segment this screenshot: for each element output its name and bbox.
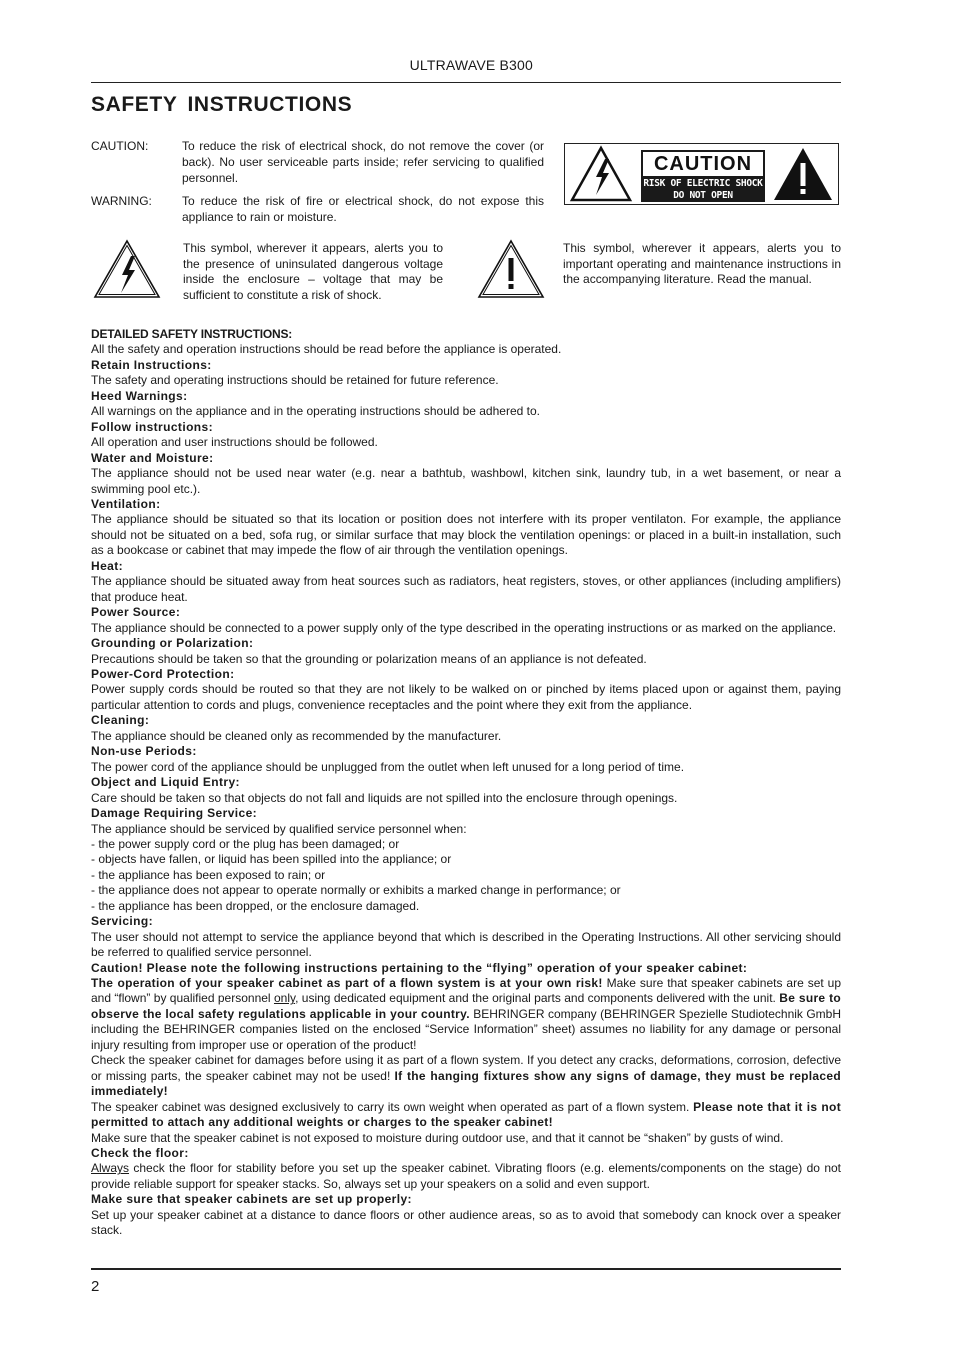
caution-label-panel [641, 150, 765, 202]
flying-paragraph-1 [91, 976, 841, 1053]
detailed-intro: All the safety and operation instructions should be read before the appliance is operated. [91, 342, 562, 357]
servicing-title: Servicing: [91, 914, 154, 929]
section-title: Ventilation: [91, 496, 161, 511]
section-title: Power-Cord Protection: [91, 666, 235, 681]
flying-paragraph-2 [91, 1053, 841, 1099]
floor-body: check the floor for stability before you set up the speaker cabinet. Vibrating floors (e.g. elements/components on the stage) do not provide reliable support for speaker stacks. So, always set up your speakers on a solid and even support. [91, 1161, 841, 1191]
caution-notice-text: To reduce the risk of electrical shock, do not remove the cover (or back). No user serviceable parts inside; refer servicing to qualified personnel. [182, 139, 544, 185]
caution-notice-label: CAUTION: [91, 139, 149, 153]
floor-text [91, 1161, 841, 1192]
flying-fixtures-bold: If the hanging fixtures show any signs of damage, they must be replaced immediately! [91, 1068, 841, 1099]
flying-weights-bold: Please note that it is not permitted to attach any additional weights or charges to the speaker cabinet! [91, 1099, 841, 1130]
flying-text: , using dedicated equipment and the original parts and components delivered with the unit. [295, 991, 780, 1006]
section-title: Object and Liquid Entry: [91, 775, 240, 790]
caution-label-graphic [564, 143, 839, 205]
section-title: Water and Moisture: [91, 450, 214, 465]
section-text: The appliance should be situated so that its location or position does not interfere with its proper ventilaton. For example, the appliance should not be situated on a bed, sofa rug, or similar surface that may block the ventilation openings: or placed in a built-in installation, such as a bookcase or cabinet that may impede the flow of air through the ventilation openings. [91, 512, 841, 558]
lightning-symbol-text: This symbol, wherever it appears, alerts you to the presence of uninsulated dangerous voltage inside the enclosure – voltage that may be sufficient to constitute a risk of shock. [183, 241, 443, 302]
exclamation-triangle-icon [771, 145, 835, 203]
section-text: Power supply cords should be routed so that they are not likely to be walked on or pinched by items placed upon or against them, paying particular attention to cords and plugs, convenience receptacles and the point where they exit from the appliance. [91, 682, 841, 712]
section-text: The appliance should not be used near water (e.g. near a bathtub, washbowl, kitchen sink, laundry tub, in a wet basement, or near a swimming pool etc.). [91, 466, 841, 496]
flying-paragraph-3 [91, 1100, 841, 1131]
damage-title: Damage Requiring Service: [91, 806, 258, 821]
page-number: 2 [91, 1278, 100, 1295]
flying-risk-bold: The operation of your speaker cabinet as part of a flown system is at your own risk! [91, 976, 603, 991]
section-text: Precautions should be taken so that the grounding or polarization means of an appliance is not defeated. [91, 651, 647, 666]
section-text: The appliance should be situated away from heat sources such as radiators, heat registers, stoves, or other appliances (including amplifiers) that produce heat. [91, 574, 841, 604]
caution-risk-line: RISK OF ELECTRIC SHOCK [643, 178, 763, 189]
detailed-instructions [91, 327, 841, 1239]
caution-word: CAUTION [643, 152, 763, 176]
floor-always-underline: Always [91, 1161, 130, 1176]
flying-regulations-bold: Be sure to observe the local safety regulations applicable in your country. [91, 991, 842, 1021]
flying-text: BEHRINGER company (BEHRINGER Spezielle Studiotechnik GmbH including the BEHRINGER companies listed on the enclosed “Service Information” sheet) assumes no liability for any damage or personal injury resulting from improper use or operation of the product! [91, 1006, 841, 1052]
damage-list-item: - objects have fallen, or liquid has been spilled into the appliance; or [91, 852, 452, 867]
section-title: Power Source: [91, 605, 181, 620]
section-title: Follow instructions: [91, 419, 213, 434]
flying-paragraph-4: Make sure that the speaker cabinet is not exposed to moisture during outdoor use, and that it cannot be “shaken” by gusts of wind. [91, 1130, 784, 1145]
exclamation-symbol-text: This symbol, wherever it appears, alerts you to important operating and maintenance instructions in the accompanying literature. Read the manual. [563, 241, 841, 286]
setup-text: Set up your speaker cabinet at a distance to dance floors or other audience areas, so as to avoid that somebody can knock over a speaker stack. [91, 1207, 841, 1238]
section-title: Heed Warnings: [91, 388, 188, 403]
flying-text: Make sure that speaker cabinets are set up and “flown” by qualified personnel [91, 976, 841, 1006]
section-title: Heat: [91, 558, 124, 573]
section-text: The power cord of the appliance should be unplugged from the outlet when left unused for a long period of time. [91, 759, 685, 774]
flying-text: Check the speaker cabinet for damages before using it as part of a flown system. If you detect any cracks, deformations, corrosion, defective or missing parts, the speaker cabinet may not be used! [91, 1053, 841, 1083]
caution-do-not-open-line: DO NOT OPEN [673, 190, 733, 201]
floor-title: Check the floor: [91, 1146, 189, 1161]
damage-list-item: - the appliance does not appear to operate normally or exhibits a marked change in performance; or [91, 883, 621, 898]
section-title: Grounding or Polarization: [91, 636, 254, 651]
section-text: The safety and operating instructions should be retained for future reference. [91, 373, 499, 388]
section-text: All operation and user instructions should be followed. [91, 435, 378, 450]
section-text: All warnings on the appliance and in the operating instructions should be adhered to. [91, 404, 540, 419]
section-text: The appliance should be connected to a power supply only of the type described in the operating instructions or as marked on the appliance. [91, 620, 837, 635]
warning-notice-text: To reduce the risk of fire or electrical shock, do not expose this appliance to rain or moisture. [182, 194, 544, 224]
damage-intro: The appliance should be serviced by qualified service personnel when: [91, 821, 467, 836]
footer-rule [91, 1268, 841, 1270]
section-title: Non-use Periods: [91, 744, 197, 759]
flying-text: The speaker cabinet was designed exclusively to carry its own weight when operated as part of a flown system. [91, 1099, 694, 1114]
section-title: Cleaning: [91, 713, 150, 728]
section-text: The appliance should be cleaned only as recommended by the manufacturer. [91, 728, 502, 743]
damage-list-item: - the appliance has been exposed to rain; or [91, 867, 326, 882]
flying-only-underline: only [273, 991, 296, 1006]
setup-title: Make sure that speaker cabinets are set up properly: [91, 1192, 412, 1207]
flying-heading: Caution! Please note the following instructions pertaining to the “flying” operation of your speaker cabinet: [91, 960, 748, 975]
section-title: Retain Instructions: [91, 357, 212, 372]
section-text: Care should be taken so that objects do not fall and liquids are not spilled into the enclosure through openings. [91, 790, 678, 805]
header-rule [91, 82, 841, 83]
damage-list-item: - the appliance has been dropped, or the enclosure damaged. [91, 898, 420, 913]
lightning-bolt-triangle-icon [569, 145, 633, 203]
damage-list-item: - the power supply cord or the plug has been damaged; or [91, 836, 400, 851]
lightning-symbol-icon [92, 238, 162, 300]
header-product-name: ULTRAWAVE B300 [409, 57, 533, 73]
page-title: SAFETY INSTRUCTIONS [91, 93, 353, 116]
servicing-text: The user should not attempt to service the appliance beyond that which is described in the Operating Instructions. All other servicing should be referred to qualified service personnel. [91, 929, 841, 960]
detailed-heading: DETAILED SAFETY INSTRUCTIONS: [91, 327, 293, 341]
warning-notice-label: WARNING: [91, 194, 152, 208]
exclamation-symbol-icon [476, 238, 546, 300]
